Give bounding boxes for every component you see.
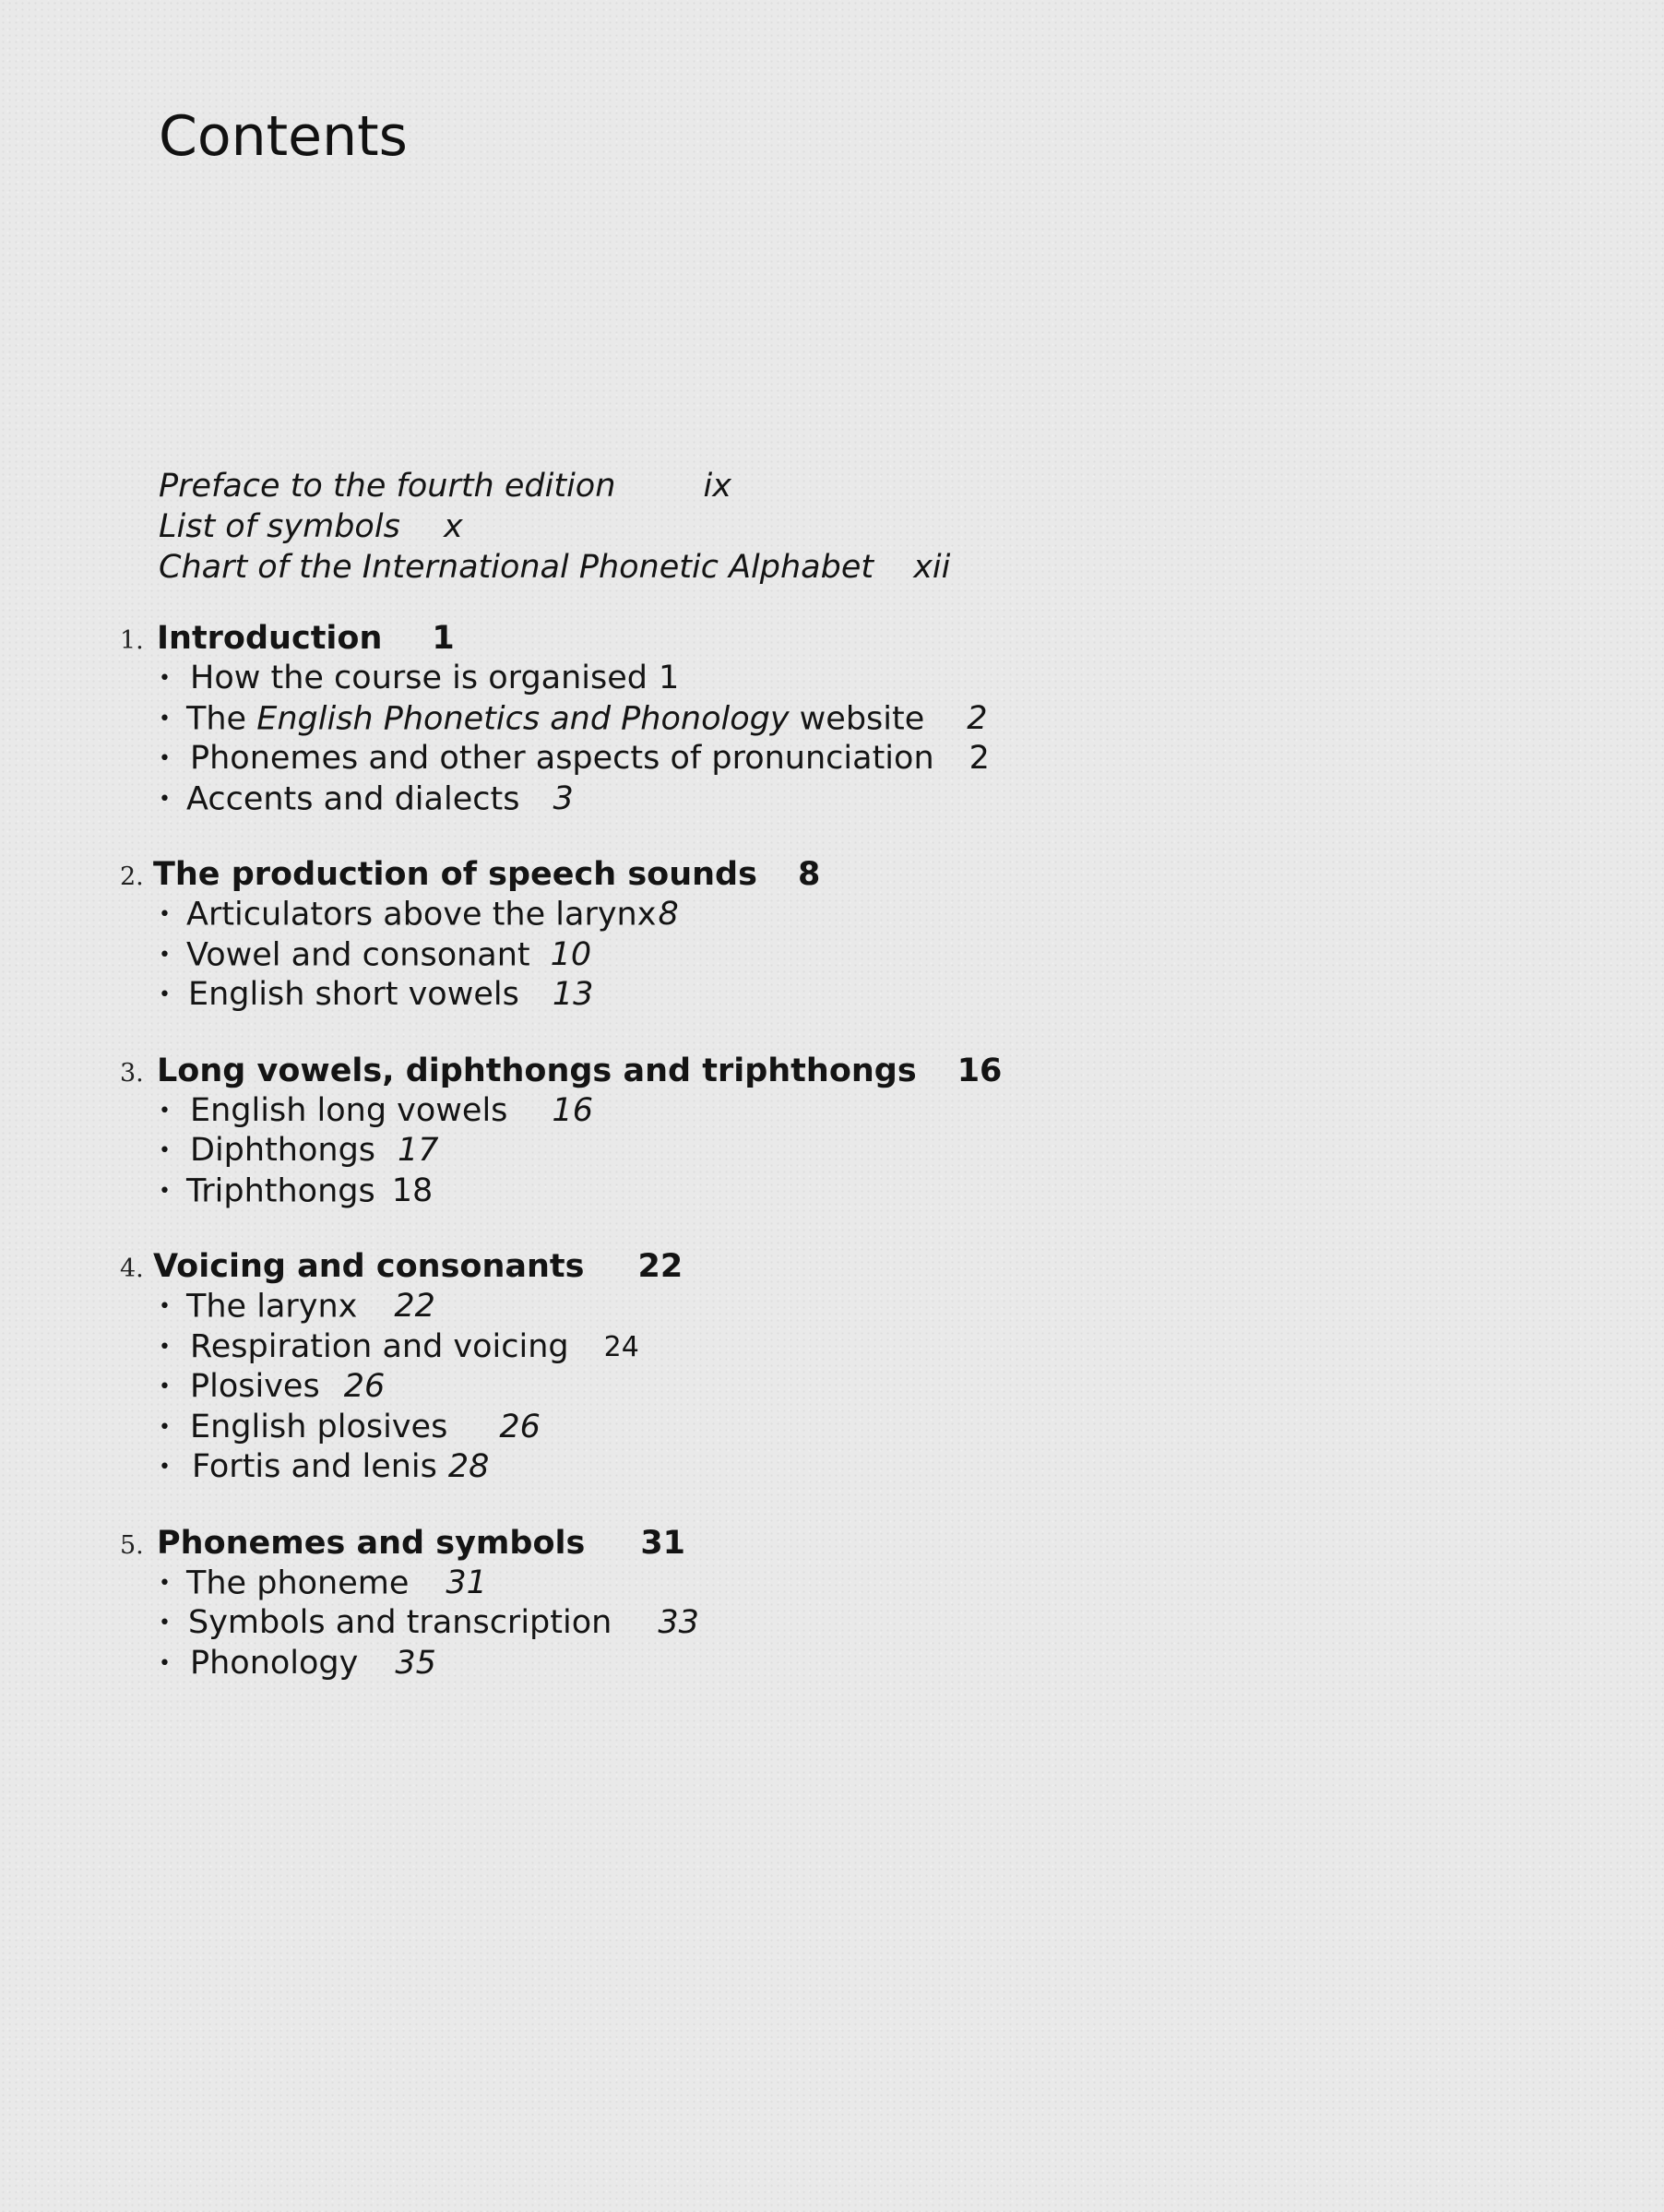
section-page: 26 <box>499 1408 541 1445</box>
section-label: The phoneme <box>186 1564 410 1601</box>
chapter-heading <box>120 854 1002 895</box>
section-label: Diphthongs <box>190 1132 376 1170</box>
chapter-title: Introduction <box>157 620 383 657</box>
section-item <box>120 1408 1002 1448</box>
section-item <box>120 1171 1002 1212</box>
front-matter-label: Chart of the International Phonetic Alphabet <box>159 549 874 586</box>
section-item <box>120 1287 1002 1327</box>
section-page: 13 <box>552 976 594 1014</box>
chapter-entry <box>120 618 1002 819</box>
section-item <box>120 935 1002 976</box>
bullet-icon: • <box>159 1139 171 1163</box>
bullet-icon: • <box>159 707 171 731</box>
chapter-entry <box>120 854 1002 1016</box>
section-page: 2 <box>969 740 990 778</box>
section-label: Accents and dialects <box>186 779 520 817</box>
section-item <box>120 1131 1002 1171</box>
section-page: 26 <box>343 1368 386 1406</box>
section-page: 8 <box>658 896 679 934</box>
section-item <box>120 1091 1002 1132</box>
bullet-icon: • <box>159 943 171 967</box>
section-item <box>120 1327 1002 1368</box>
section-page: 2 <box>967 699 988 737</box>
section-label: Vowel and consonant <box>186 935 530 973</box>
bullet-icon: • <box>159 667 171 691</box>
section-page: 18 <box>391 1171 434 1209</box>
website-title: English Phonetics and Phonology <box>256 699 790 737</box>
section-label: Phonemes and other aspects of pronunciation <box>190 740 934 778</box>
chapter-heading <box>120 1523 1002 1564</box>
section-label: Articulators above the larynx <box>186 896 657 934</box>
bullet-icon: • <box>159 1099 171 1123</box>
section-label-start: The <box>186 699 257 737</box>
section-item <box>120 659 1002 699</box>
chapter-number: 5. <box>120 1530 144 1560</box>
section-item <box>120 739 1002 779</box>
chapter-heading <box>120 618 1002 659</box>
section-page: 24 <box>603 1330 639 1363</box>
chapter-entry <box>120 1246 1002 1488</box>
chapter-number: 1. <box>120 626 144 655</box>
bullet-icon: • <box>159 1611 171 1635</box>
bullet-icon: • <box>159 983 171 1007</box>
section-item <box>120 895 1002 935</box>
bullet-icon: • <box>159 903 171 927</box>
section-label-end: website <box>789 699 925 737</box>
section-page: 16 <box>552 1091 593 1129</box>
bullet-icon: • <box>159 1295 171 1319</box>
bullet-icon: • <box>159 1335 171 1359</box>
section-item <box>120 1367 1002 1408</box>
section-label: Fortis and lenis <box>192 1448 437 1486</box>
section-item <box>120 1564 1002 1604</box>
chapter-title: Phonemes and symbols <box>157 1524 586 1562</box>
chapter-number: 3. <box>120 1058 144 1088</box>
bullet-icon: • <box>159 747 171 771</box>
section-page: 31 <box>446 1564 487 1601</box>
bullet-icon: • <box>159 1651 171 1675</box>
chapter-number: 4. <box>120 1255 144 1283</box>
section-label: The larynx <box>186 1288 358 1326</box>
chapter-entry <box>120 1051 1002 1212</box>
bullet-icon: • <box>159 1415 171 1439</box>
bullet-icon: • <box>159 1571 171 1595</box>
section-item <box>120 1447 1002 1488</box>
section-page: 33 <box>658 1604 699 1642</box>
page-title: Contents <box>159 104 408 170</box>
section-label: Phonology <box>190 1644 359 1682</box>
chapter-heading <box>120 1051 1002 1091</box>
chapter-page: 22 <box>637 1248 683 1285</box>
front-matter-label: Preface to the fourth edition <box>159 468 616 505</box>
chapter-title: The production of speech sounds <box>153 856 757 893</box>
bullet-icon: • <box>159 1456 171 1480</box>
section-page: 10 <box>550 935 592 973</box>
front-matter-item <box>159 466 950 506</box>
section-page: 22 <box>394 1288 435 1326</box>
bullet-icon: • <box>159 1375 171 1399</box>
chapter-number: 2. <box>120 862 144 891</box>
front-matter-item <box>159 547 950 588</box>
section-page: 17 <box>398 1132 439 1170</box>
section-label <box>186 700 924 737</box>
chapter-title: Long vowels, diphthongs and triphthongs <box>157 1052 917 1089</box>
front-matter-page: ix <box>703 468 731 505</box>
chapter-page: 8 <box>797 856 821 893</box>
chapter-page: 16 <box>957 1052 1003 1089</box>
section-label: English plosives <box>190 1408 448 1445</box>
section-label: Respiration and voicing <box>190 1327 569 1365</box>
section-page: 1 <box>659 660 680 697</box>
front-matter-item <box>159 506 950 547</box>
front-matter-label: List of symbols <box>159 508 400 545</box>
front-matter-list <box>159 466 950 588</box>
section-label: English long vowels <box>190 1091 508 1129</box>
section-item <box>120 1644 1002 1684</box>
section-item <box>120 699 1002 740</box>
chapter-title: Voicing and consonants <box>153 1248 585 1285</box>
section-item <box>120 1603 1002 1644</box>
chapter-page: 1 <box>432 620 455 657</box>
chapter-page: 31 <box>640 1524 686 1562</box>
section-page: 3 <box>553 779 574 817</box>
bullet-icon: • <box>159 787 171 811</box>
section-page: 28 <box>447 1448 490 1486</box>
chapter-entry <box>120 1523 1002 1684</box>
chapter-list <box>120 618 1002 1718</box>
section-label: Symbols and transcription <box>188 1604 612 1642</box>
section-item <box>120 779 1002 820</box>
section-label: Plosives <box>190 1368 320 1406</box>
front-matter-page: xii <box>913 549 951 586</box>
section-item <box>120 975 1002 1016</box>
section-label: How the course is organised <box>190 660 648 697</box>
chapter-heading <box>120 1246 1002 1287</box>
section-label: English short vowels <box>188 976 519 1014</box>
section-label: Triphthongs <box>186 1171 375 1209</box>
front-matter-page: x <box>443 508 463 545</box>
bullet-icon: • <box>159 1179 171 1203</box>
section-page: 35 <box>395 1644 436 1682</box>
